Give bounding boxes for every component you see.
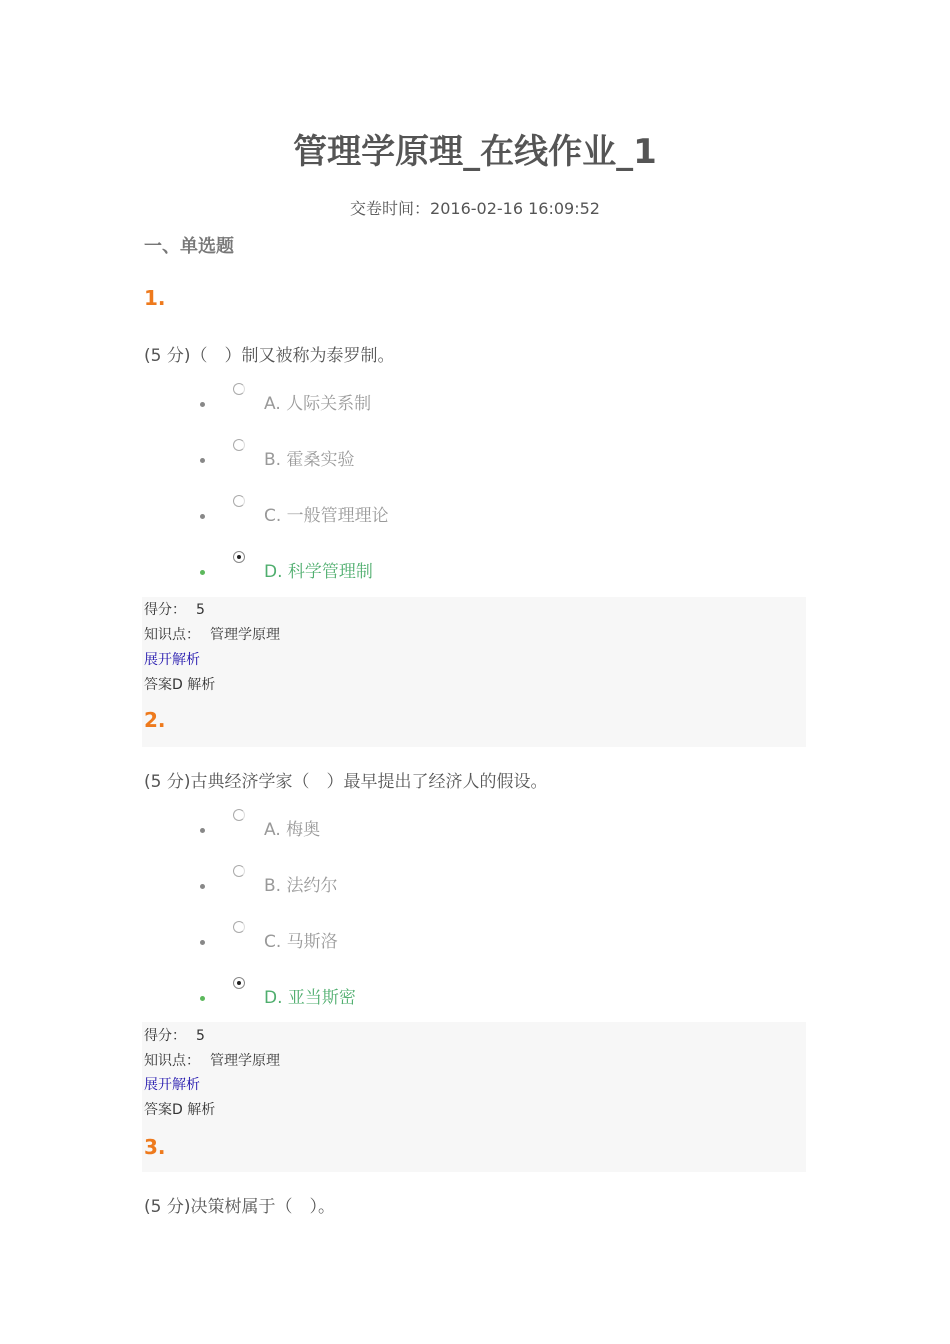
bullet-dot — [200, 996, 205, 1001]
option-d[interactable] — [200, 977, 760, 1017]
bullet-dot — [200, 828, 205, 833]
score-line — [144, 600, 205, 620]
knowledge-line — [144, 1051, 280, 1071]
radio-selected-icon[interactable] — [233, 977, 245, 989]
option-label: D. 科学管理制 — [264, 562, 373, 582]
bullet-dot — [200, 884, 205, 889]
result-box — [142, 1022, 806, 1172]
option-d[interactable] — [200, 551, 760, 591]
radio-icon[interactable] — [233, 439, 245, 451]
submit-time: 交卷时间：2016-02-16 16:09:52 — [350, 199, 600, 218]
question-number: 1. — [144, 286, 166, 310]
radio-icon[interactable] — [233, 495, 245, 507]
knowledge-key: 知识点： — [144, 627, 200, 643]
radio-icon[interactable] — [233, 921, 245, 933]
score-line — [144, 1026, 205, 1046]
answer-line: 答案D 解析 — [144, 1102, 216, 1118]
score-key: 得分： — [144, 602, 186, 618]
radio-selected-icon[interactable] — [233, 551, 245, 563]
answer-line: 答案D 解析 — [144, 677, 216, 693]
knowledge-line — [144, 625, 280, 645]
radio-dot — [237, 555, 241, 559]
knowledge-value: 管理学原理 — [210, 627, 280, 643]
option-b[interactable] — [200, 865, 760, 905]
bullet-dot — [200, 514, 205, 519]
result-box — [142, 597, 806, 747]
score-value: 5 — [196, 1028, 205, 1044]
question-text: (5 分)（ ）制又被称为泰罗制。 — [144, 346, 395, 366]
option-label: D. 亚当斯密 — [264, 988, 356, 1008]
knowledge-value: 管理学原理 — [210, 1053, 280, 1069]
radio-icon[interactable] — [233, 865, 245, 877]
option-b[interactable] — [200, 439, 760, 479]
radio-icon[interactable] — [233, 383, 245, 395]
option-label: B. 霍桑实验 — [264, 450, 355, 470]
page-title: 管理学原理_在线作业_1 — [293, 132, 657, 172]
bullet-dot — [200, 402, 205, 407]
expand-line — [144, 650, 200, 670]
expand-line — [144, 1075, 200, 1095]
score-key: 得分： — [144, 1028, 186, 1044]
bullet-dot — [200, 570, 205, 575]
option-c[interactable] — [200, 921, 760, 961]
bullet-dot — [200, 458, 205, 463]
option-label: B. 法约尔 — [264, 876, 338, 896]
expand-analysis-link[interactable]: 展开解析 — [144, 652, 200, 668]
option-a[interactable] — [200, 383, 760, 423]
question-number: 3. — [144, 1135, 166, 1159]
question-text: (5 分)古典经济学家（ ）最早提出了经济人的假设。 — [144, 772, 548, 792]
option-label: A. 梅奥 — [264, 820, 321, 840]
expand-analysis-link[interactable]: 展开解析 — [144, 1077, 200, 1093]
question-number: 2. — [144, 708, 166, 732]
option-a[interactable] — [200, 809, 760, 849]
score-value: 5 — [196, 602, 205, 618]
option-label: C. 一般管理理论 — [264, 506, 389, 526]
option-c[interactable] — [200, 495, 760, 535]
knowledge-key: 知识点： — [144, 1053, 200, 1069]
section-heading: 一、单选题 — [144, 236, 234, 257]
radio-dot — [237, 981, 241, 985]
bullet-dot — [200, 940, 205, 945]
question-text: (5 分)决策树属于（ ）。 — [144, 1197, 335, 1217]
option-label: C. 马斯洛 — [264, 932, 338, 952]
radio-icon[interactable] — [233, 809, 245, 821]
option-label: A. 人际关系制 — [264, 394, 372, 414]
